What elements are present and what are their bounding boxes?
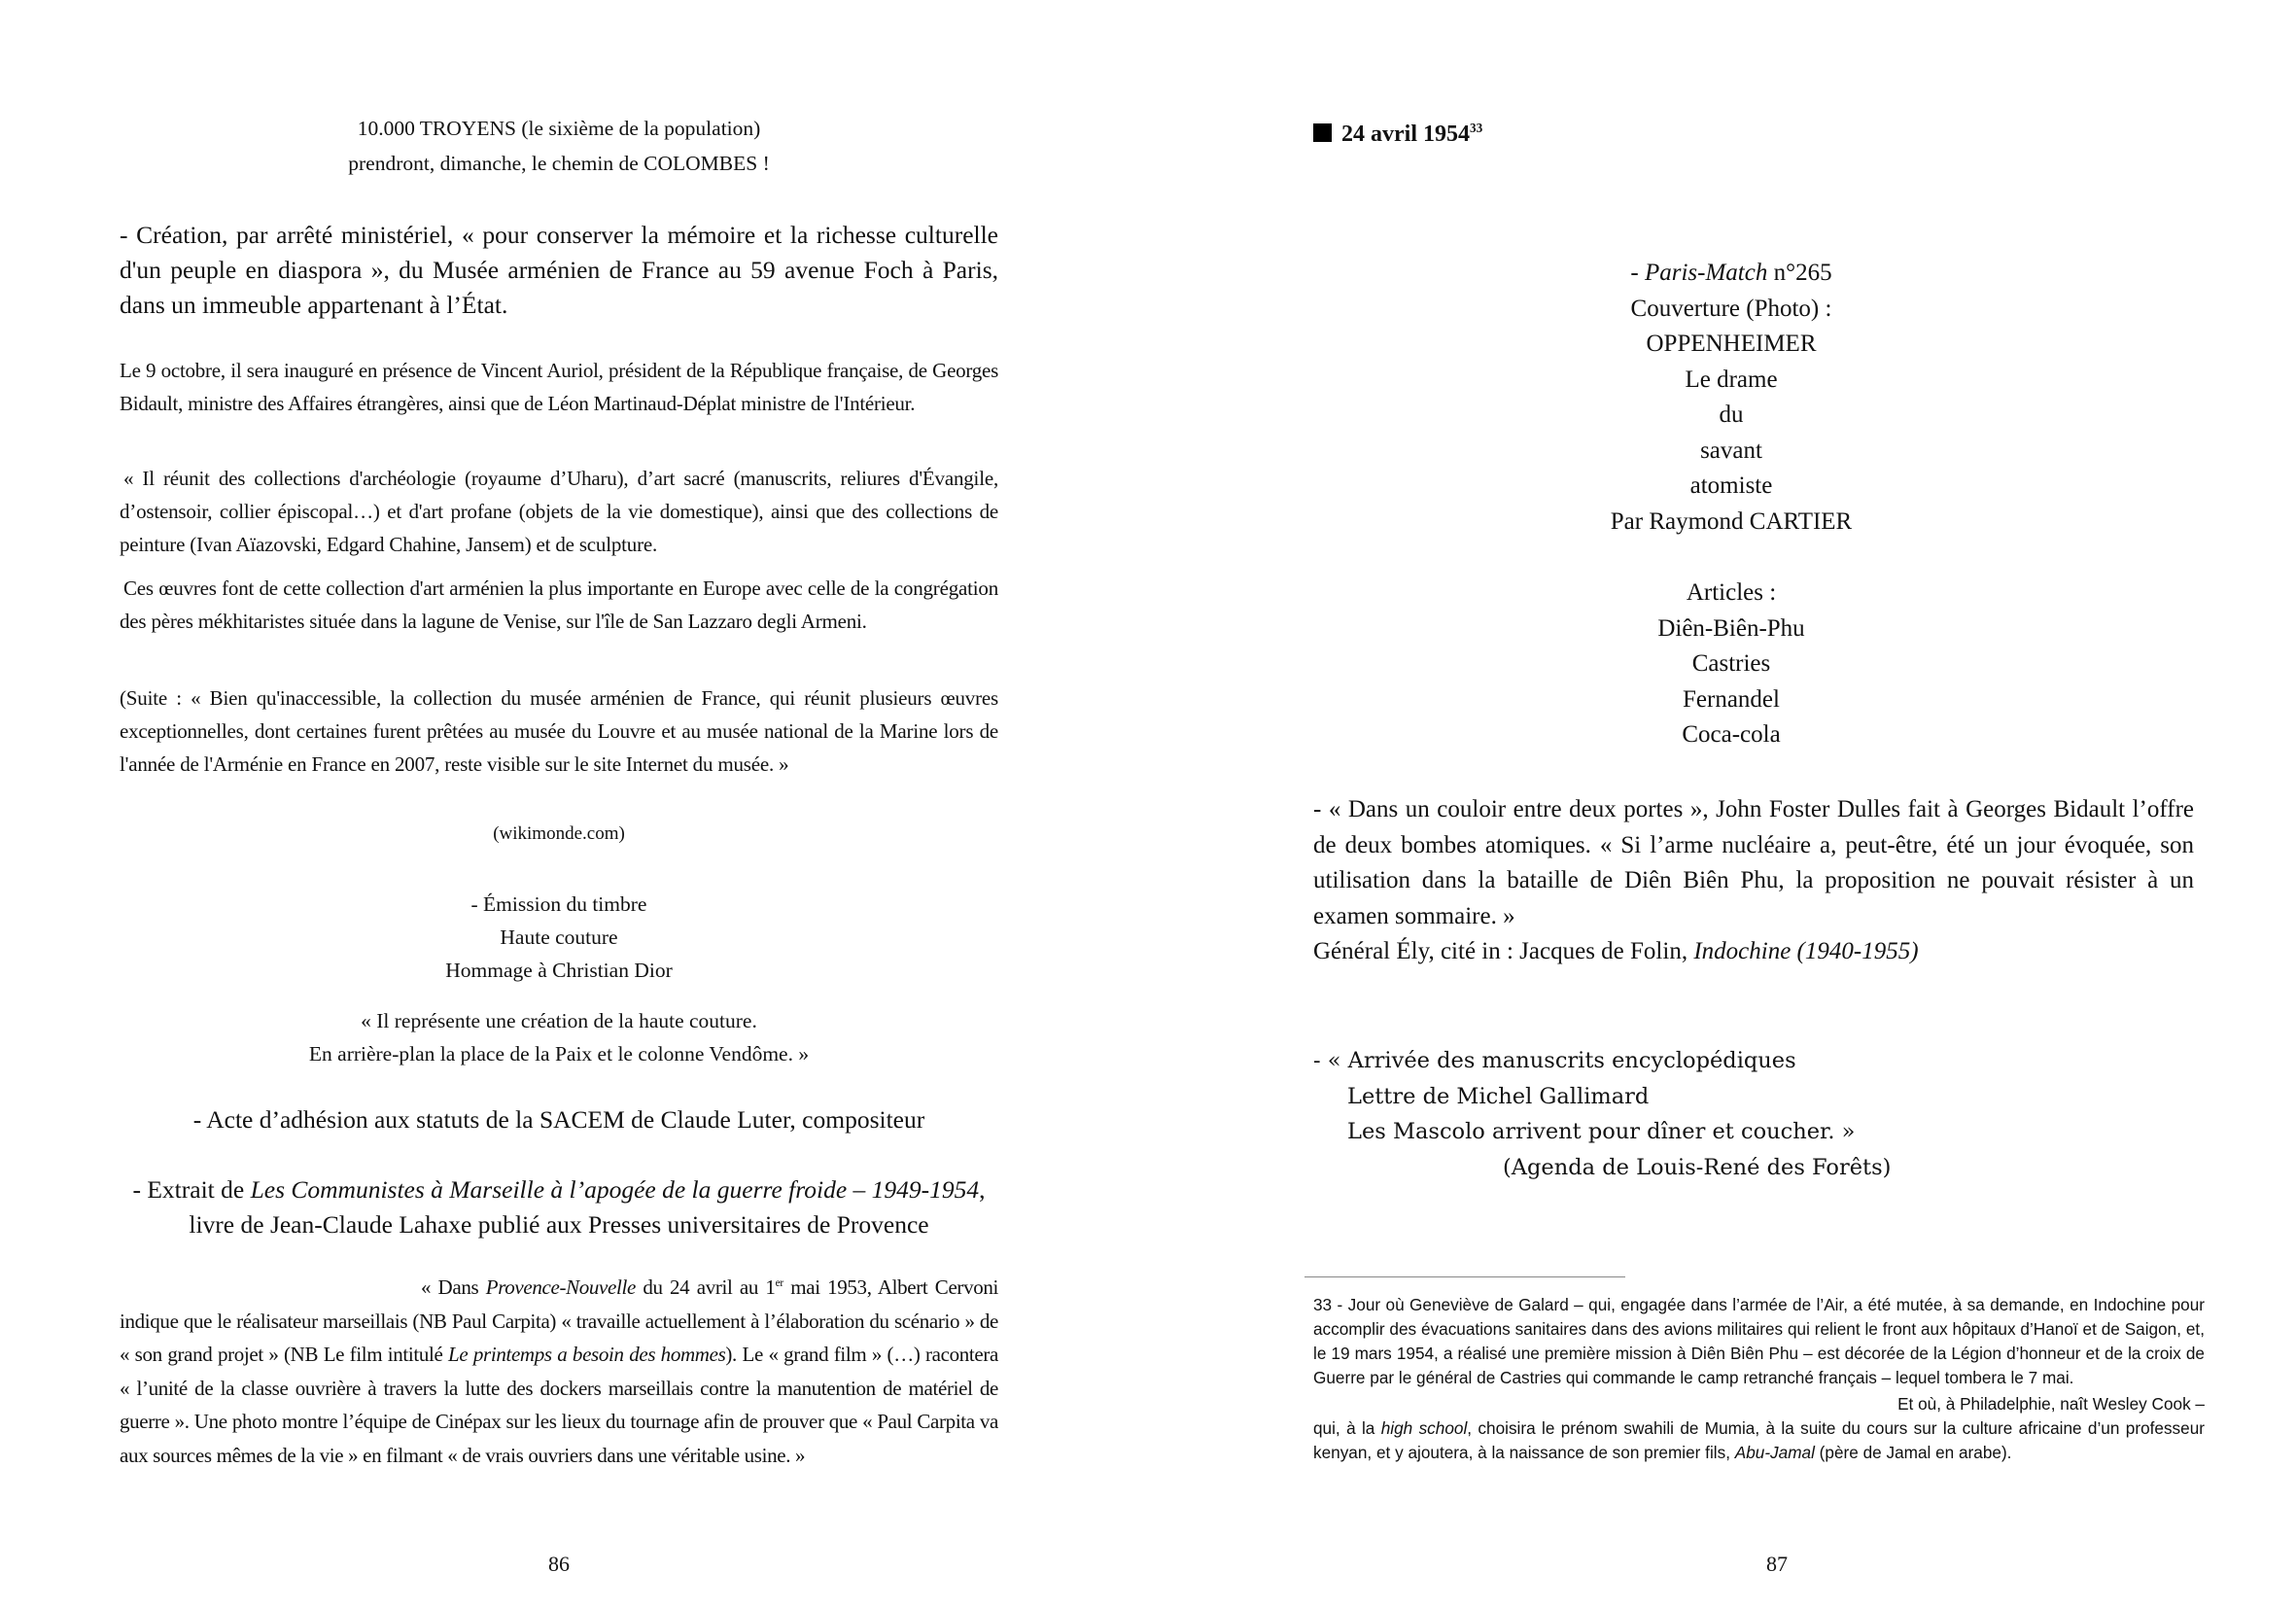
magazine-title-line <box>1440 256 2023 292</box>
agenda-line-3: Les Mascolo arrivent pour dîner et coucher. » <box>1347 1119 1856 1144</box>
footnotes <box>1313 1293 2205 1465</box>
footnote-33: 33 - Jour où Geneviève de Galard – qui, engagée dans l’armée de l’Air, a été mutée, à sa demande, en Indochine pour accomplir des évacuations sanitaires dans des avions militaires qui relient le front aux hôpitaux d’Hanoï et de Saigon, et, le 19 mars 1954, a réalisé une première mission à Diên Biên Phu – est décorée de la Légion d’honneur et de la croix de Guerre par le général de Castries qui commande le camp retranché français – lequel tombera le 7 mai. <box>1313 1295 2205 1387</box>
footnote-philadelphia-line: Et où, à Philadelphie, naît Wesley Cook – <box>1897 1394 2205 1414</box>
quote-newspaper: Provence-Nouvelle <box>485 1275 636 1299</box>
carpita-quote <box>120 1267 998 1472</box>
cover-line-4: du <box>1719 402 1744 428</box>
magazine-prefix: - <box>1630 260 1645 286</box>
articles-block <box>1440 576 2023 753</box>
troyens-line-1: 10.000 TROYENS (le sixième de la population) <box>357 117 761 140</box>
sacem-line: - Acte d’adhésion aux statuts de la SACEM de Claude Luter, compositeur <box>192 1105 925 1134</box>
articles-line-5: Coca-cola <box>1682 721 1781 748</box>
footnote-2-part-c: (père de Jamal en arabe). <box>1814 1443 2012 1462</box>
articles-line-2: Diên-Biên-Phu <box>1657 614 1805 642</box>
stamp-line-1: - Émission du timbre <box>470 892 647 916</box>
footnote-2-part-a: qui, à la <box>1313 1418 1381 1438</box>
footnote-2-school: high school <box>1380 1418 1468 1438</box>
ely-citation-prefix: Général Ély, cité in : Jacques de Folin, <box>1313 938 1694 964</box>
page-number-left: 86 <box>548 1552 570 1576</box>
stamp-line-2: Haute couture <box>500 926 618 949</box>
black-square-icon <box>1313 123 1332 142</box>
date-heading-text: 24 avril 1954 <box>1341 122 1470 147</box>
quote-part-2: du 24 avril au 1 <box>635 1275 776 1299</box>
cover-line-5: savant <box>1700 437 1762 464</box>
wikimonde-source: (wikimonde.com) <box>493 823 625 844</box>
magazine-title: Paris-Match <box>1644 260 1768 286</box>
cover-line-2: OPPENHEIMER <box>1646 331 1817 357</box>
stamp-quote <box>120 1004 998 1070</box>
dulles-paragraph: - « Dans un couloir entre deux portes », John Foster Dulles fait à Georges Bidault l’offre de deux bombes atomiques. « Si l’arme nucléaire a, peut-être, été un jour évoquée, son utilisation dans la bataille de Diên Biên Phu, la proposition ne pouvait résister à un examen sommaire. » <box>1313 796 2194 929</box>
page-number-right: 87 <box>1766 1552 1788 1576</box>
agenda-line-2: Lettre de Michel Gallimard <box>1347 1083 1650 1109</box>
ely-citation <box>1313 934 2194 970</box>
cover-line-1: Couverture (Photo) : <box>1630 295 1832 322</box>
stamp-line-3: Hommage à Christian Dior <box>445 959 673 982</box>
suite-paragraph: (Suite : « Bien qu'inaccessible, la collection du musée arménien de France, qui réunit plusieurs œuvres exceptionnelles, dont certaines furent prêtées au musée du Louvre et au musée national de la Marine lors de l'année de l'Arménie en France en 2007, reste visible sur le site Internet du musée. » <box>120 686 998 776</box>
magazine-number: n°265 <box>1767 260 1832 286</box>
inauguration-paragraph: Le 9 octobre, il sera inauguré en présence de Vincent Auriol, président de la République française, de Georges Bidault, ministre des Affaires étrangères, ainsi que de Léon Martinaud-Déplat ministre de l'Intérieur. <box>120 359 998 415</box>
collections-paragraph: « Il réunit des collections d'archéologie (royaume d’Uharu), d’art sacré (manuscrits, reliures d'Évangile, d’ostensoir, collier épiscopal…) et d'art profane (objets de la vie domestique), ainsi que des collections de peinture (Ivan Aïazovski, Edgard Chahine, Jansem) et de sculpture. <box>120 467 998 556</box>
quote-part-3: mai 1953, Albert Cervoni indique que le réalisateur marseillais (NB Paul Carpita) « travaille actuellement à l’élaboration du scénario » de « son grand projet » (NB Le film intitulé <box>120 1275 999 1366</box>
quote-film-title: Le printemps a besoin des hommes <box>448 1343 726 1366</box>
paris-match-block <box>1440 256 2023 540</box>
stamp-quote-line-1: « Il représente une création de la haute couture. <box>361 1009 757 1032</box>
museum-creation-paragraph: - Création, par arrêté ministériel, « pour conserver la mémoire et la richesse culturelle d'un peuple en diaspora », du Musée arménien de France au 59 avenue Foch à Paris, dans un immeuble appartenant à l’État. <box>120 221 998 319</box>
cover-line-6: atomiste <box>1689 472 1773 499</box>
extract-prefix: - Extrait de <box>132 1175 251 1204</box>
stamp-block <box>120 888 998 987</box>
extract-suffix: , <box>979 1175 986 1204</box>
agenda-block <box>1313 1043 2194 1185</box>
articles-line-1: Articles : <box>1686 579 1777 606</box>
footnote-2-name: Abu-Jamal <box>1734 1443 1815 1462</box>
extract-title: Les Communistes à Marseille à l’apogée de la guerre froide – 1949-1954 <box>250 1175 980 1204</box>
footnote-wesley-cook <box>1313 1416 2205 1465</box>
quote-part-1: « Dans <box>421 1275 486 1299</box>
cover-line-7: Par Raymond CARTIER <box>1610 507 1853 535</box>
agenda-line-1: - « Arrivée des manuscrits encyclopédiques <box>1313 1048 1796 1073</box>
quote-part-4: ). Le « grand film » (…) racontera « l’unité de la classe ouvrière à travers la lutte des dockers marseillais contre la manutention de matériel de guerre ». Une photo montre l’équipe de Cinépax sur les lieux du tournage afin de prouver que « Paul Carpita va aux sources mêmes de la vie » en filmant « de vrais ouvriers dans une véritable usine. » <box>120 1343 998 1467</box>
importance-paragraph: Ces œuvres font de cette collection d'art arménien la plus importante en Europe avec celle de la congrégation des pères mékhitaristes située dans la lagune de Venise, sur l'île de San Lazzaro degli Armeni. <box>120 576 998 633</box>
date-heading <box>1313 112 1896 151</box>
extract-block <box>107 1172 1011 1242</box>
articles-line-4: Fernandel <box>1683 685 1780 713</box>
articles-line-3: Castries <box>1691 650 1771 677</box>
extract-line-1 <box>107 1172 1011 1207</box>
ely-citation-book: Indochine (1940-1955) <box>1693 938 1919 964</box>
troyens-header <box>120 111 998 181</box>
extract-line-2: livre de Jean-Claude Lahaxe publié aux Presses universitaires de Provence <box>189 1210 929 1239</box>
cover-line-3: Le drame <box>1685 366 1778 393</box>
quote-superscript: er <box>775 1277 783 1289</box>
footnote-ref: 33 <box>1470 121 1483 135</box>
footnote-2-part-b: , choisira le prénom swahili de Mumia, à la suite du cours sur la culture africaine d’un professeur kenyan, et y ajoutera, à la naissance de son premier fils, <box>1313 1418 2205 1462</box>
troyens-line-2: prendront, dimanche, le chemin de COLOMBES ! <box>348 152 770 175</box>
footnote-separator <box>1305 1276 1625 1277</box>
agenda-source: (Agenda de Louis-René des Forêts) <box>1503 1154 1892 1180</box>
stamp-quote-line-2: En arrière-plan la place de la Paix et le colonne Vendôme. » <box>308 1042 810 1066</box>
